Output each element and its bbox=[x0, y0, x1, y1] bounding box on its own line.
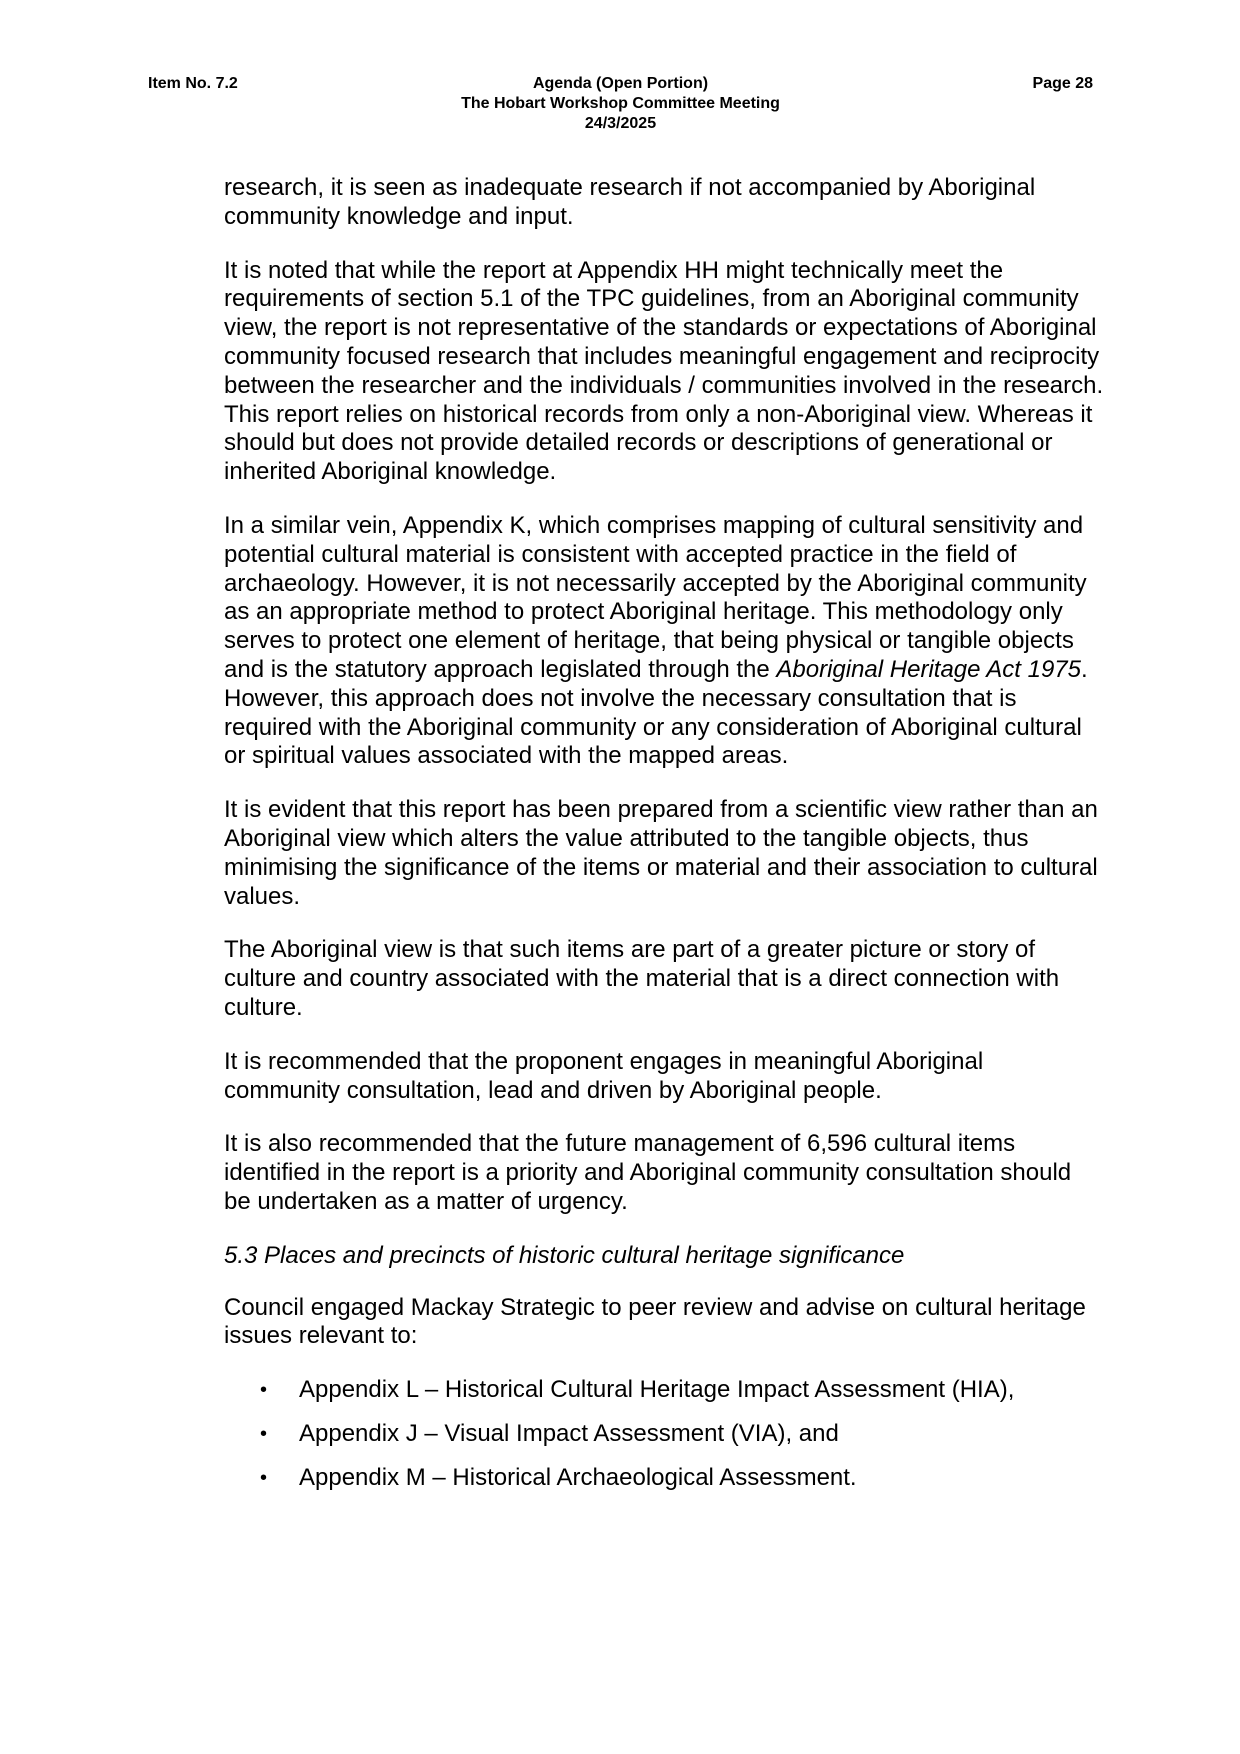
document-body bbox=[224, 174, 1104, 1507]
appendix-list bbox=[224, 1376, 1104, 1492]
list-item-text: Appendix J – Visual Impact Assessment (VIA), and bbox=[299, 1419, 839, 1447]
paragraph: It is noted that while the report at Appendix HH might technically meet the requirements of section 5.1 of the TPC guidelines, from an Aboriginal community view, the report is not representative of the standards or expectations of Aboriginal community focused research that includes meaningful engagement and reciprocity between the researcher and the individuals / communities involved in the research. This report relies on historical records from only a non-Aboriginal view. Whereas it should but does not provide detailed records or descriptions of generational or inherited Aboriginal knowledge. bbox=[224, 256, 1104, 486]
bullet-icon: • bbox=[260, 1466, 268, 1489]
page-number: Page 28 bbox=[1032, 75, 1093, 92]
paragraph: It is evident that this report has been prepared from a scientific view rather than an Aboriginal view which alters the value attributed to the tangible objects, thus minimising the significance of the items or material and their association to cultural values. bbox=[224, 796, 1098, 910]
header-title-block bbox=[148, 74, 1093, 134]
paragraph: research, it is seen as inadequate research if not accompanied by Aboriginal community knowledge and input. bbox=[224, 174, 1036, 230]
paragraph: The Aboriginal view is that such items are part of a greater picture or story of culture and country associated with the material that is a direct connection with culture. bbox=[224, 936, 1060, 1021]
meeting-date: 24/3/2025 bbox=[584, 115, 657, 132]
bullet-icon: • bbox=[260, 1379, 268, 1402]
paragraph bbox=[224, 512, 1104, 771]
list-item bbox=[224, 1464, 1104, 1493]
paragraph-text: . However, this approach does not involve the necessary consultation that is required with the Aboriginal community or any consideration of Aboriginal cultural or spiritual values associated with the mapped areas. bbox=[224, 655, 1088, 770]
list-item bbox=[224, 1376, 1104, 1405]
list-item-text: Appendix L – Historical Cultural Heritage Impact Assessment (HIA), bbox=[299, 1376, 1015, 1404]
meeting-title: The Hobart Workshop Committee Meeting bbox=[461, 95, 780, 112]
agenda-title: Agenda (Open Portion) bbox=[532, 75, 709, 92]
paragraph-text: In a similar vein, Appendix K, which comprises mapping of cultural sensitivity and potential cultural material is consistent with accepted practice in the field of archaeology. However, it is not necessarily accepted by the Aboriginal community as an appropriate method to protect Aboriginal heritage. This methodology only serves to protect one element of heritage, that being physical or tangible objects and is the statutory approach legislated through the bbox=[224, 511, 1087, 683]
paragraph: It is recommended that the proponent engages in meaningful Aboriginal community consultation, lead and driven by Aboriginal people. bbox=[224, 1047, 984, 1104]
section-heading: 5.3 Places and precincts of historic cultural heritage significance bbox=[224, 1241, 905, 1269]
page-header bbox=[148, 74, 1093, 144]
act-title: Aboriginal Heritage Act 1975 bbox=[776, 655, 1082, 683]
paragraph: It is also recommended that the future management of 6,596 cultural items identified in the report is a priority and Aboriginal community consultation should be undertaken as a matter of urgency. bbox=[224, 1130, 1072, 1215]
list-item bbox=[224, 1420, 1104, 1449]
paragraph: Council engaged Mackay Strategic to peer review and advise on cultural heritage issues relevant to: bbox=[224, 1293, 1086, 1350]
list-item-text: Appendix M – Historical Archaeological Assessment. bbox=[299, 1463, 857, 1491]
item-number: Item No. 7.2 bbox=[148, 75, 238, 92]
bullet-icon: • bbox=[260, 1422, 268, 1445]
